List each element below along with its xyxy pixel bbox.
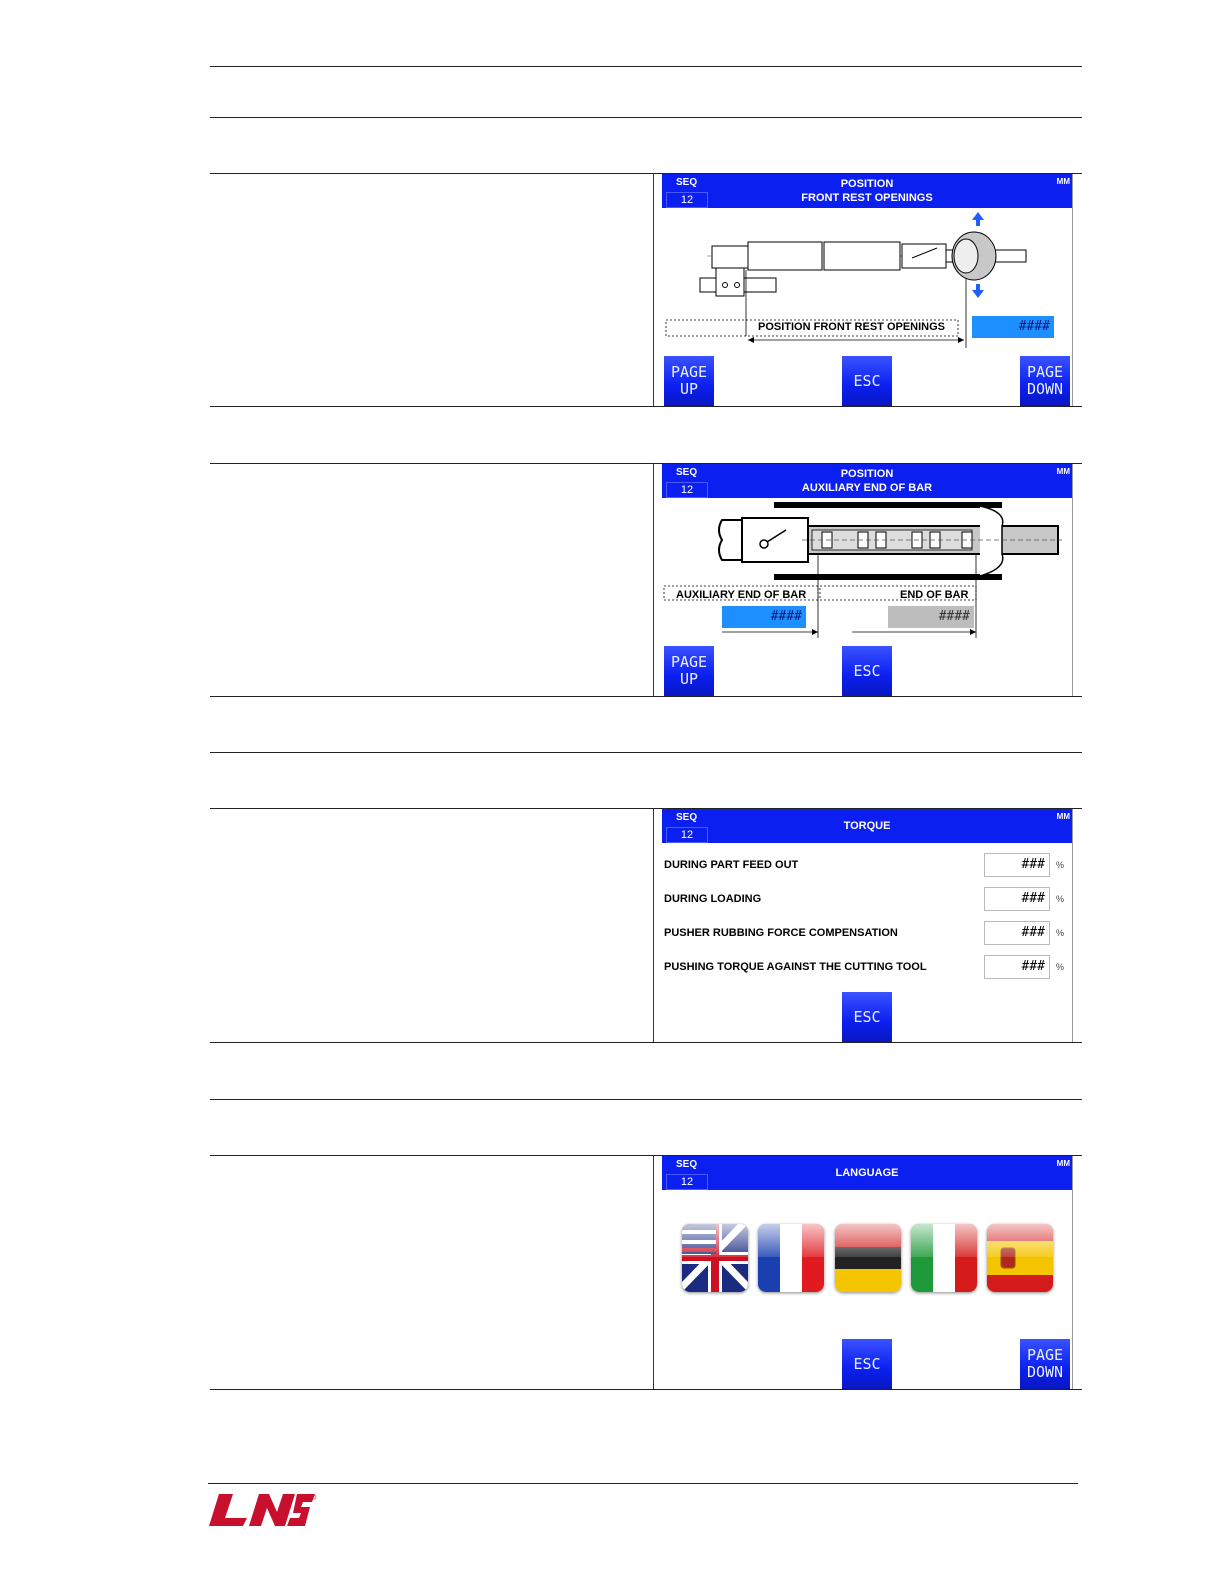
italy-flag-icon[interactable]	[911, 1224, 977, 1292]
seq-number: 12	[666, 192, 708, 208]
panel-title: POSITION	[840, 468, 894, 480]
front-rest-panel	[662, 174, 1073, 406]
dimension-label: POSITION FRONT REST OPENINGS	[758, 321, 946, 333]
seq-label: SEQ	[676, 812, 698, 823]
end-of-bar-field: ####	[888, 606, 974, 628]
seq-label: SEQ	[676, 177, 698, 188]
torque-rubbing-force-input[interactable]: ###	[984, 921, 1050, 945]
seq-label: SEQ	[676, 467, 698, 478]
aux-end-of-bar-label: AUXILIARY END OF BAR	[676, 589, 807, 601]
panel-title: POSITION	[840, 178, 894, 190]
rule	[210, 696, 1082, 697]
end-of-bar-label: END OF BAR	[900, 589, 969, 601]
page-up-button[interactable]: PAGE UP	[664, 356, 714, 406]
rule	[210, 1042, 1082, 1043]
torque-label-cutting-tool: PUSHING TORQUE AGAINST THE CUTTING TOOL	[664, 961, 927, 973]
panel-header	[662, 809, 1072, 843]
germany-flag-icon[interactable]	[835, 1224, 901, 1292]
panel-subtitle: AUXILIARY END OF BAR	[801, 482, 933, 494]
panel-header	[662, 174, 1072, 208]
language-panel	[662, 1156, 1073, 1389]
panel-title: LANGUAGE	[835, 1167, 899, 1179]
unit-label: MM	[1056, 467, 1070, 476]
torque-loading-input[interactable]: ###	[984, 887, 1050, 911]
page-up-button[interactable]: PAGE UP	[664, 646, 714, 696]
unit-label: MM	[1056, 1159, 1070, 1168]
esc-button[interactable]: ESC	[842, 356, 892, 406]
torque-part-feed-out-input[interactable]: ###	[984, 853, 1050, 877]
rule	[210, 1389, 1082, 1390]
us-uk-flag-icon[interactable]	[682, 1224, 748, 1292]
seq-label: SEQ	[676, 1159, 698, 1170]
rule	[210, 1099, 1082, 1100]
percent-unit: %	[1056, 860, 1065, 870]
rule	[210, 66, 1082, 67]
rule	[210, 406, 1082, 407]
seq-number: 12	[666, 482, 708, 498]
aux-end-of-bar-panel	[662, 464, 1073, 696]
rule	[210, 117, 1082, 118]
percent-unit: %	[1056, 928, 1065, 938]
torque-label-rubbing-force: PUSHER RUBBING FORCE COMPENSATION	[664, 927, 898, 939]
front-rest-openings-field[interactable]: ####	[972, 316, 1054, 338]
seq-number: 12	[666, 827, 708, 843]
unit-label: MM	[1056, 812, 1070, 821]
panel-subtitle: FRONT REST OPENINGS	[801, 192, 933, 204]
panel-header	[662, 1156, 1072, 1190]
panel-title: TORQUE	[843, 820, 891, 832]
france-flag-icon[interactable]	[758, 1224, 824, 1292]
lns-logo	[207, 1494, 317, 1528]
spain-flag-icon[interactable]	[987, 1224, 1053, 1292]
panel-header	[662, 464, 1072, 498]
percent-unit: %	[1056, 894, 1065, 904]
aux-end-of-bar-field[interactable]: ####	[722, 606, 806, 628]
percent-unit: %	[1056, 962, 1065, 972]
torque-label-part-feed-out: DURING PART FEED OUT	[664, 859, 799, 871]
torque-label-loading: DURING LOADING	[664, 893, 762, 905]
unit-label: MM	[1056, 177, 1070, 186]
esc-button[interactable]: ESC	[842, 646, 892, 696]
page-down-button[interactable]: PAGE DOWN	[1020, 1339, 1070, 1389]
torque-panel	[662, 809, 1073, 1042]
page-down-button[interactable]: PAGE DOWN	[1020, 356, 1070, 406]
torque-cutting-tool-input[interactable]: ###	[984, 955, 1050, 979]
esc-button[interactable]: ESC	[842, 992, 892, 1042]
esc-button[interactable]: ESC	[842, 1339, 892, 1389]
footer-rule	[208, 1483, 1078, 1484]
seq-number: 12	[666, 1174, 708, 1190]
rule	[210, 752, 1082, 753]
